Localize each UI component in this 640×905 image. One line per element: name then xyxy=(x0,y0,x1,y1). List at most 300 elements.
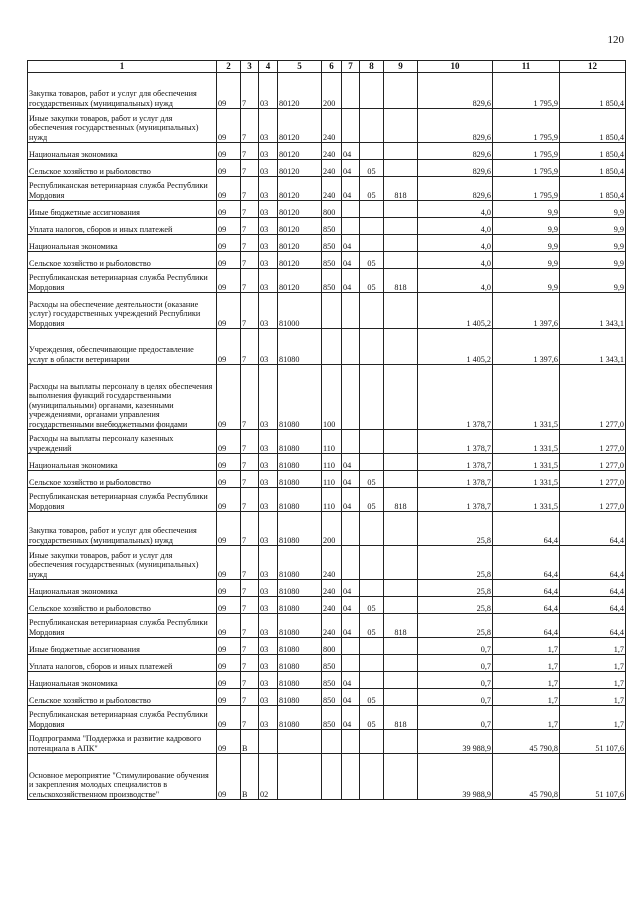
code-cell xyxy=(384,512,418,546)
code-cell: 09 xyxy=(217,252,241,269)
item-name-cell: Национальная экономика xyxy=(28,143,217,160)
table-row xyxy=(28,177,626,201)
item-name-cell: Национальная экономика xyxy=(28,235,217,252)
code-cell: 09 xyxy=(217,546,241,580)
code-cell: 09 xyxy=(217,269,241,293)
code-cell xyxy=(384,754,418,800)
code-cell: 240 xyxy=(322,597,342,614)
header-cell: 2 xyxy=(217,61,241,73)
amount-cell: 829,6 xyxy=(418,143,493,160)
header-cell: 1 xyxy=(28,61,217,73)
code-cell: 05 xyxy=(360,488,384,512)
amount-cell: 1 795,9 xyxy=(493,143,560,160)
amount-cell: 64,4 xyxy=(560,580,626,597)
code-cell: 09 xyxy=(217,730,241,754)
code-cell: 03 xyxy=(259,143,278,160)
code-cell: 240 xyxy=(322,614,342,638)
code-cell xyxy=(384,638,418,655)
amount-cell: 829,6 xyxy=(418,177,493,201)
code-cell xyxy=(360,293,384,329)
header-cell: 9 xyxy=(384,61,418,73)
amount-cell: 1,7 xyxy=(560,672,626,689)
code-cell: 81080 xyxy=(278,580,322,597)
amount-cell: 51 107,6 xyxy=(560,754,626,800)
code-cell: 7 xyxy=(241,471,259,488)
code-cell: 04 xyxy=(342,488,360,512)
code-cell xyxy=(384,430,418,454)
code-cell: 04 xyxy=(342,580,360,597)
budget-table xyxy=(27,60,626,800)
code-cell: 09 xyxy=(217,672,241,689)
amount-cell: 9,9 xyxy=(493,218,560,235)
amount-cell: 1,7 xyxy=(493,689,560,706)
code-cell: 7 xyxy=(241,454,259,471)
code-cell: 04 xyxy=(342,689,360,706)
code-cell: 81080 xyxy=(278,546,322,580)
amount-cell: 829,6 xyxy=(418,73,493,109)
table-row xyxy=(28,430,626,454)
code-cell: 110 xyxy=(322,454,342,471)
code-cell: 03 xyxy=(259,689,278,706)
code-cell: 7 xyxy=(241,706,259,730)
amount-cell: 1,7 xyxy=(493,638,560,655)
item-name-cell: Национальная экономика xyxy=(28,580,217,597)
code-cell: 818 xyxy=(384,269,418,293)
amount-cell: 1 378,7 xyxy=(418,488,493,512)
code-cell: 09 xyxy=(217,754,241,800)
amount-cell: 1 850,4 xyxy=(560,160,626,177)
code-cell xyxy=(360,329,384,365)
amount-cell: 0,7 xyxy=(418,655,493,672)
amount-cell: 1 850,4 xyxy=(560,177,626,201)
code-cell xyxy=(342,329,360,365)
code-cell: 7 xyxy=(241,512,259,546)
code-cell xyxy=(342,293,360,329)
amount-cell: 64,4 xyxy=(560,614,626,638)
code-cell xyxy=(342,365,360,430)
item-name-cell: Подпрограмма "Поддержка и развитие кадрового потенциала в АПК" xyxy=(28,730,217,754)
code-cell xyxy=(360,218,384,235)
code-cell: 09 xyxy=(217,706,241,730)
table-row xyxy=(28,201,626,218)
code-cell: 09 xyxy=(217,454,241,471)
code-cell: 80120 xyxy=(278,218,322,235)
code-cell: 03 xyxy=(259,329,278,365)
item-name-cell: Закупка товаров, работ и услуг для обеспечения государственных (муниципальных) нужд xyxy=(28,73,217,109)
header-cell: 12 xyxy=(560,61,626,73)
code-cell: 200 xyxy=(322,73,342,109)
code-cell: 200 xyxy=(322,512,342,546)
table-row xyxy=(28,706,626,730)
code-cell: В xyxy=(241,730,259,754)
code-cell: 7 xyxy=(241,143,259,160)
code-cell: 03 xyxy=(259,218,278,235)
amount-cell: 64,4 xyxy=(560,597,626,614)
amount-cell: 39 988,9 xyxy=(418,730,493,754)
code-cell: 110 xyxy=(322,430,342,454)
code-cell xyxy=(360,672,384,689)
code-cell: 850 xyxy=(322,252,342,269)
header-cell: 5 xyxy=(278,61,322,73)
amount-cell: 1 397,6 xyxy=(493,293,560,329)
code-cell xyxy=(384,329,418,365)
code-cell xyxy=(384,293,418,329)
amount-cell: 1 795,9 xyxy=(493,73,560,109)
code-cell xyxy=(360,512,384,546)
code-cell: 81080 xyxy=(278,689,322,706)
code-cell: 80120 xyxy=(278,235,322,252)
code-cell: 850 xyxy=(322,706,342,730)
table-row xyxy=(28,471,626,488)
amount-cell: 1 277,0 xyxy=(560,471,626,488)
table-row xyxy=(28,269,626,293)
code-cell xyxy=(342,512,360,546)
amount-cell: 1 277,0 xyxy=(560,365,626,430)
code-cell: 7 xyxy=(241,597,259,614)
amount-cell: 1 850,4 xyxy=(560,143,626,160)
table-row xyxy=(28,488,626,512)
amount-cell: 1 331,5 xyxy=(493,488,560,512)
code-cell: 09 xyxy=(217,160,241,177)
code-cell: 240 xyxy=(322,143,342,160)
amount-cell: 25,8 xyxy=(418,614,493,638)
code-cell: 7 xyxy=(241,269,259,293)
table-row xyxy=(28,293,626,329)
code-cell: В xyxy=(241,754,259,800)
table-row xyxy=(28,597,626,614)
amount-cell: 39 988,9 xyxy=(418,754,493,800)
amount-cell: 829,6 xyxy=(418,109,493,143)
table-row xyxy=(28,754,626,800)
code-cell: 03 xyxy=(259,235,278,252)
amount-cell: 1 850,4 xyxy=(560,73,626,109)
code-cell: 09 xyxy=(217,638,241,655)
amount-cell: 0,7 xyxy=(418,689,493,706)
code-cell: 81080 xyxy=(278,512,322,546)
code-cell xyxy=(384,235,418,252)
code-cell xyxy=(384,73,418,109)
code-cell: 04 xyxy=(342,160,360,177)
code-cell: 04 xyxy=(342,269,360,293)
code-cell xyxy=(384,689,418,706)
amount-cell: 1,7 xyxy=(493,655,560,672)
header-cell: 7 xyxy=(342,61,360,73)
code-cell: 09 xyxy=(217,430,241,454)
amount-cell: 45 790,8 xyxy=(493,730,560,754)
code-cell: 09 xyxy=(217,235,241,252)
amount-cell: 9,9 xyxy=(493,269,560,293)
code-cell xyxy=(342,201,360,218)
code-cell xyxy=(322,293,342,329)
code-cell: 240 xyxy=(322,109,342,143)
code-cell: 09 xyxy=(217,655,241,672)
code-cell: 04 xyxy=(342,143,360,160)
code-cell: 7 xyxy=(241,655,259,672)
code-cell: 03 xyxy=(259,73,278,109)
code-cell: 81080 xyxy=(278,430,322,454)
code-cell: 03 xyxy=(259,201,278,218)
code-cell: 03 xyxy=(259,293,278,329)
amount-cell: 9,9 xyxy=(493,235,560,252)
item-name-cell: Расходы на обеспечение деятельности (оказание услуг) государственных учреждений Республики Мордовия xyxy=(28,293,217,329)
table-row xyxy=(28,614,626,638)
code-cell xyxy=(384,655,418,672)
code-cell xyxy=(384,471,418,488)
code-cell xyxy=(384,218,418,235)
code-cell: 240 xyxy=(322,160,342,177)
code-cell: 818 xyxy=(384,488,418,512)
code-cell: 05 xyxy=(360,269,384,293)
header-row xyxy=(28,61,626,73)
code-cell xyxy=(342,109,360,143)
code-cell: 850 xyxy=(322,672,342,689)
code-cell: 850 xyxy=(322,655,342,672)
code-cell: 05 xyxy=(360,252,384,269)
code-cell: 7 xyxy=(241,201,259,218)
code-cell xyxy=(360,754,384,800)
code-cell: 850 xyxy=(322,218,342,235)
code-cell: 850 xyxy=(322,689,342,706)
amount-cell: 0,7 xyxy=(418,638,493,655)
code-cell: 81080 xyxy=(278,597,322,614)
table-row xyxy=(28,546,626,580)
code-cell xyxy=(384,201,418,218)
code-cell: 09 xyxy=(217,597,241,614)
code-cell: 7 xyxy=(241,177,259,201)
code-cell: 03 xyxy=(259,614,278,638)
amount-cell: 1 405,2 xyxy=(418,329,493,365)
code-cell: 09 xyxy=(217,365,241,430)
table-row xyxy=(28,252,626,269)
item-name-cell: Уплата налогов, сборов и иных платежей xyxy=(28,218,217,235)
amount-cell: 1 397,6 xyxy=(493,329,560,365)
code-cell: 03 xyxy=(259,177,278,201)
code-cell: 05 xyxy=(360,706,384,730)
code-cell xyxy=(342,430,360,454)
header-cell: 10 xyxy=(418,61,493,73)
code-cell: 03 xyxy=(259,706,278,730)
amount-cell: 1 277,0 xyxy=(560,488,626,512)
code-cell: 03 xyxy=(259,672,278,689)
code-cell: 09 xyxy=(217,218,241,235)
code-cell: 7 xyxy=(241,73,259,109)
code-cell: 03 xyxy=(259,471,278,488)
table-row xyxy=(28,218,626,235)
table-row xyxy=(28,73,626,109)
code-cell: 7 xyxy=(241,546,259,580)
code-cell xyxy=(360,235,384,252)
code-cell: 03 xyxy=(259,580,278,597)
code-cell: 7 xyxy=(241,329,259,365)
code-cell: 05 xyxy=(360,689,384,706)
code-cell xyxy=(342,638,360,655)
code-cell: 09 xyxy=(217,73,241,109)
code-cell xyxy=(360,73,384,109)
amount-cell: 64,4 xyxy=(493,580,560,597)
code-cell xyxy=(278,730,322,754)
table-row xyxy=(28,365,626,430)
code-cell: 81080 xyxy=(278,706,322,730)
item-name-cell: Расходы на выплаты персоналу в целях обеспечения выполнения функций государственными (муниципальными) органами, казенными учреждениями, органами управления государственными внебюджетными фондами xyxy=(28,365,217,430)
code-cell xyxy=(342,730,360,754)
amount-cell: 1 331,5 xyxy=(493,430,560,454)
table-row xyxy=(28,638,626,655)
amount-cell: 0,7 xyxy=(418,706,493,730)
amount-cell: 1 277,0 xyxy=(560,430,626,454)
code-cell: 7 xyxy=(241,430,259,454)
amount-cell: 1,7 xyxy=(493,672,560,689)
amount-cell: 1 405,2 xyxy=(418,293,493,329)
header-cell: 11 xyxy=(493,61,560,73)
code-cell: 81080 xyxy=(278,471,322,488)
code-cell: 81080 xyxy=(278,329,322,365)
code-cell xyxy=(384,143,418,160)
amount-cell: 1 378,7 xyxy=(418,471,493,488)
code-cell: 09 xyxy=(217,512,241,546)
amount-cell: 64,4 xyxy=(560,512,626,546)
code-cell: 7 xyxy=(241,109,259,143)
amount-cell: 9,9 xyxy=(560,218,626,235)
amount-cell: 25,8 xyxy=(418,512,493,546)
code-cell xyxy=(384,672,418,689)
code-cell: 7 xyxy=(241,252,259,269)
header-cell: 8 xyxy=(360,61,384,73)
code-cell: 100 xyxy=(322,365,342,430)
code-cell: 03 xyxy=(259,546,278,580)
code-cell: 09 xyxy=(217,201,241,218)
code-cell: 240 xyxy=(322,546,342,580)
code-cell xyxy=(384,109,418,143)
table-row xyxy=(28,580,626,597)
code-cell: 7 xyxy=(241,235,259,252)
code-cell: 80120 xyxy=(278,252,322,269)
header-cell: 4 xyxy=(259,61,278,73)
table-row xyxy=(28,329,626,365)
code-cell: 09 xyxy=(217,109,241,143)
code-cell xyxy=(360,546,384,580)
amount-cell: 4,0 xyxy=(418,269,493,293)
code-cell: 09 xyxy=(217,329,241,365)
table-row xyxy=(28,672,626,689)
code-cell xyxy=(360,454,384,471)
item-name-cell: Национальная экономика xyxy=(28,454,217,471)
amount-cell: 25,8 xyxy=(418,597,493,614)
amount-cell: 9,9 xyxy=(560,235,626,252)
amount-cell: 9,9 xyxy=(560,201,626,218)
code-cell: 7 xyxy=(241,488,259,512)
amount-cell: 1 331,5 xyxy=(493,471,560,488)
amount-cell: 25,8 xyxy=(418,546,493,580)
amount-cell: 64,4 xyxy=(493,597,560,614)
code-cell: 03 xyxy=(259,488,278,512)
amount-cell: 9,9 xyxy=(493,201,560,218)
code-cell xyxy=(384,580,418,597)
item-name-cell: Республиканская ветеринарная служба Республики Мордовия xyxy=(28,269,217,293)
code-cell: 80120 xyxy=(278,143,322,160)
item-name-cell: Расходы на выплаты персоналу казенных учреждений xyxy=(28,430,217,454)
code-cell: 850 xyxy=(322,269,342,293)
code-cell xyxy=(322,329,342,365)
code-cell: 03 xyxy=(259,160,278,177)
code-cell: 800 xyxy=(322,638,342,655)
table-row xyxy=(28,454,626,471)
code-cell: 80120 xyxy=(278,160,322,177)
code-cell: 05 xyxy=(360,160,384,177)
amount-cell: 1 795,9 xyxy=(493,177,560,201)
amount-cell: 1 795,9 xyxy=(493,109,560,143)
code-cell: 240 xyxy=(322,177,342,201)
code-cell: 09 xyxy=(217,293,241,329)
item-name-cell: Иные бюджетные ассигнования xyxy=(28,201,217,218)
amount-cell: 4,0 xyxy=(418,252,493,269)
code-cell xyxy=(360,730,384,754)
code-cell: 7 xyxy=(241,614,259,638)
item-name-cell: Иные закупки товаров, работ и услуг для обеспечения государственных (муниципальных) нужд xyxy=(28,109,217,143)
code-cell: 110 xyxy=(322,488,342,512)
table-row xyxy=(28,689,626,706)
amount-cell: 9,9 xyxy=(493,252,560,269)
code-cell xyxy=(360,580,384,597)
code-cell: 81080 xyxy=(278,454,322,471)
item-name-cell: Иные закупки товаров, работ и услуг для обеспечения государственных (муниципальных) нужд xyxy=(28,546,217,580)
code-cell: 09 xyxy=(217,580,241,597)
code-cell: 04 xyxy=(342,177,360,201)
code-cell: 81080 xyxy=(278,638,322,655)
code-cell xyxy=(360,638,384,655)
header-cell: 6 xyxy=(322,61,342,73)
table-row xyxy=(28,143,626,160)
table-row xyxy=(28,235,626,252)
amount-cell: 64,4 xyxy=(493,614,560,638)
code-cell: 80120 xyxy=(278,269,322,293)
code-cell: 09 xyxy=(217,177,241,201)
code-cell: 09 xyxy=(217,689,241,706)
item-name-cell: Основное мероприятие "Стимулирование обучения и закрепления молодых специалистов в сельскохозяйственном производстве" xyxy=(28,754,217,800)
code-cell: 03 xyxy=(259,454,278,471)
code-cell: 04 xyxy=(342,706,360,730)
amount-cell: 4,0 xyxy=(418,201,493,218)
code-cell: 80120 xyxy=(278,177,322,201)
item-name-cell: Закупка товаров, работ и услуг для обеспечения государственных (муниципальных) нужд xyxy=(28,512,217,546)
code-cell: 800 xyxy=(322,201,342,218)
amount-cell: 9,9 xyxy=(560,252,626,269)
code-cell: 03 xyxy=(259,269,278,293)
code-cell: 05 xyxy=(360,177,384,201)
code-cell: 80120 xyxy=(278,109,322,143)
item-name-cell: Республиканская ветеринарная служба Республики Мордовия xyxy=(28,614,217,638)
code-cell xyxy=(278,754,322,800)
code-cell: 110 xyxy=(322,471,342,488)
item-name-cell: Республиканская ветеринарная служба Республики Мордовия xyxy=(28,706,217,730)
code-cell: 03 xyxy=(259,109,278,143)
code-cell: 09 xyxy=(217,614,241,638)
code-cell: 818 xyxy=(384,177,418,201)
amount-cell: 1 343,1 xyxy=(560,293,626,329)
amount-cell: 4,0 xyxy=(418,218,493,235)
code-cell: 05 xyxy=(360,597,384,614)
amount-cell: 1,7 xyxy=(560,706,626,730)
code-cell xyxy=(259,730,278,754)
amount-cell: 1,7 xyxy=(493,706,560,730)
code-cell: 81080 xyxy=(278,672,322,689)
item-name-cell: Республиканская ветеринарная служба Республики Мордовия xyxy=(28,488,217,512)
amount-cell: 51 107,6 xyxy=(560,730,626,754)
item-name-cell: Национальная экономика xyxy=(28,672,217,689)
item-name-cell: Уплата налогов, сборов и иных платежей xyxy=(28,655,217,672)
code-cell: 03 xyxy=(259,252,278,269)
amount-cell: 1,7 xyxy=(560,689,626,706)
amount-cell: 1 795,9 xyxy=(493,160,560,177)
